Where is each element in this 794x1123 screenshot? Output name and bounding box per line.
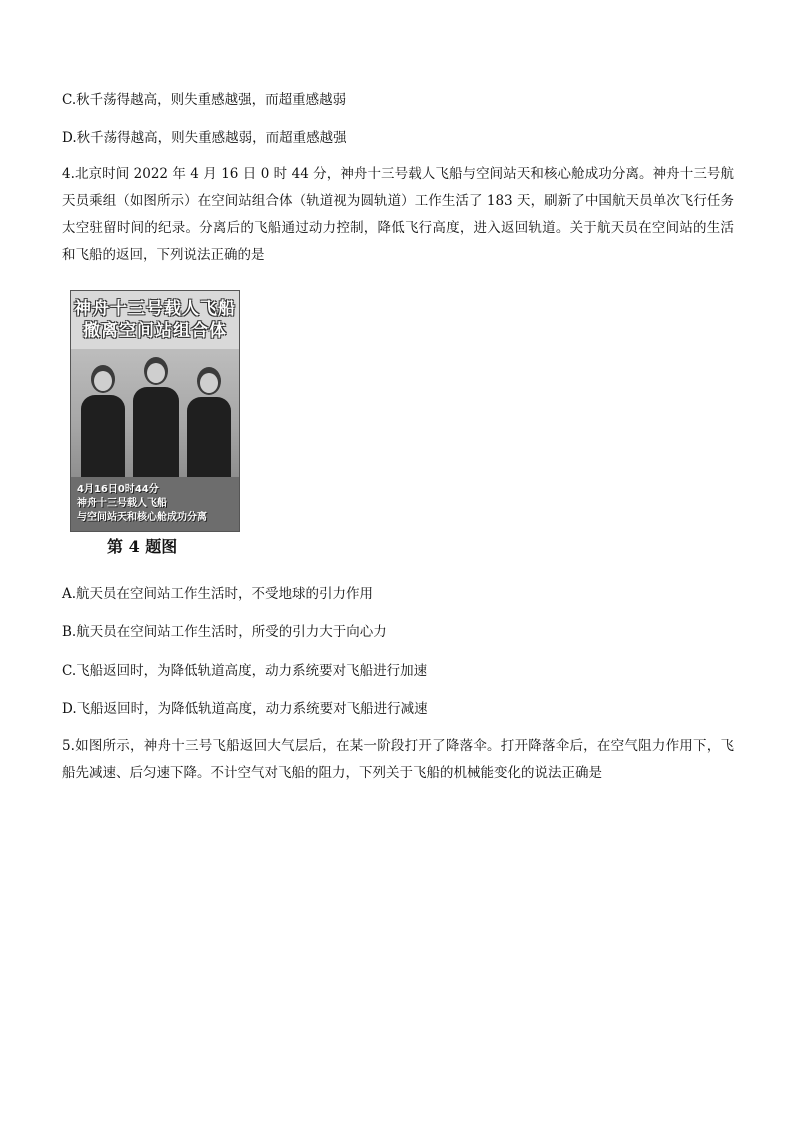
q3-option-d: D.秋千荡得越高，则失重感越弱，而超重感越强	[62, 130, 347, 146]
banner-bottom-line3: 与空间站天和核心舱成功分离	[77, 512, 207, 523]
q4-option-c: C.飞船返回时，为降低轨道高度，动力系统要对飞船进行加速	[62, 663, 428, 679]
q3-option-c: C.秋千荡得越高，则失重感越强，而超重感越弱	[62, 92, 347, 108]
q5-stem: 5.如图所示，神舟十三号飞船返回大气层后，在某一阶段打开了降落伞。打开降落伞后，在空气阻力作用下，飞船先减速、后匀速下降。不计空气对飞船的阻力，下列关于飞船的机械能变化的说法正确是	[62, 738, 734, 781]
banner-bottom-line1: 4月16日0时44分	[77, 484, 159, 495]
banner-top-line1: 神舟十三号载人飞船	[74, 299, 236, 319]
q4-stem: 4.北京时间 2022 年 4 月 16 日 0 时 44 分，神舟十三号载人飞船与空间站天和核心舱成功分离。神舟十三号航天员乘组（如图所示）在空间站组合体（轨道视为圆轨道）工作生活了 183 天，刷新了中国航天员单次飞行任务太空驻留时间的纪录。分离后的飞船通过动力控制，降低飞行高度，进入返回轨道。关于航天员在空间站的生活和飞船的返回，下列说法正确的是	[62, 166, 734, 263]
astronaut-scene	[71, 349, 239, 477]
astronaut-right	[187, 359, 231, 477]
banner-top-line2: 撤离空间站组合体	[83, 321, 227, 341]
banner-bottom-line2: 神舟十三号载人飞船	[77, 498, 167, 509]
q4-option-d: D.飞船返回时，为降低轨道高度，动力系统要对飞船进行减速	[62, 701, 428, 717]
q4-figure	[62, 286, 242, 558]
q4-option-a: A.航天员在空间站工作生活时，不受地球的引力作用	[62, 586, 374, 602]
astronaut-left	[81, 357, 125, 477]
q4-option-b: B.航天员在空间站工作生活时，所受的引力大于向心力	[62, 624, 387, 640]
photo-banner-top	[71, 291, 239, 349]
figure-caption: 第 4 题图	[107, 537, 178, 556]
astronaut-center	[133, 353, 179, 477]
photo-banner-bottom	[71, 477, 239, 531]
astronaut-photo	[70, 290, 240, 532]
